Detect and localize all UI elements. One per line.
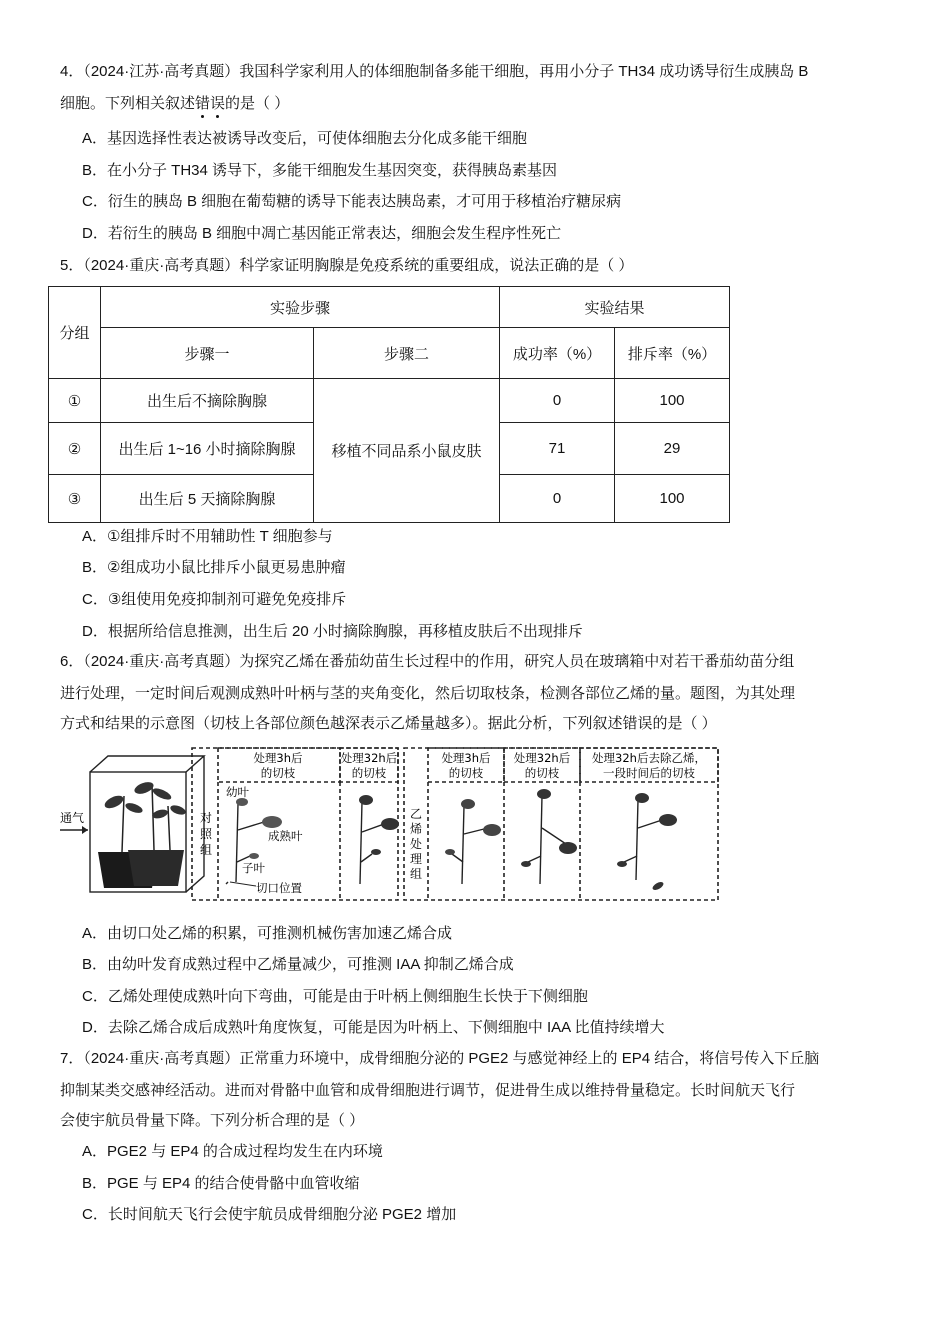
- row-group: ①: [49, 379, 101, 423]
- ethylene-header-3-line2: 一段时间后的切枝: [603, 766, 695, 780]
- q4-stem-pre: 细胞。下列相关叙述: [60, 95, 196, 112]
- control-header-1-line1: 处理3h后: [253, 751, 303, 765]
- label-mature-leaf: 成熟叶: [268, 829, 303, 843]
- header-success: 成功率（%）: [500, 328, 615, 379]
- q5-stem: 5．（2024·重庆·高考真题）科学家证明胸腺是免疫系统的重要组成，说法正确的是（ ）: [60, 257, 634, 274]
- control-label-char: 照: [199, 827, 213, 841]
- row-group: ②: [49, 423, 101, 475]
- row-step2-merged: 移植不同品系小鼠皮肤: [314, 379, 500, 523]
- pot: [128, 850, 184, 886]
- header-step2: 步骤二: [314, 328, 500, 379]
- ethylene-header-2-line1: 处理32h后: [513, 751, 571, 765]
- ethylene-label-char: 组: [409, 867, 423, 881]
- row-success: 0: [500, 475, 615, 523]
- row-reject: 100: [615, 379, 730, 423]
- q5-option-c: C．③组使用免疫抑制剂可避免免疫排斥: [82, 591, 347, 608]
- label-cotyledon: 子叶: [242, 861, 265, 875]
- header-group: 分组: [49, 287, 101, 379]
- control-header-1-line2: 的切枝: [260, 766, 296, 780]
- control-header-2-line1: 处理32h后: [340, 751, 398, 765]
- q7-stem-line1: 7．（2024·重庆·高考真题）正常重力环境中，成骨细胞分泌的 PGE2 与感觉神经上的 EP4 结合，将信号传入下丘脑: [60, 1050, 820, 1067]
- ethylene-header-3-line1: 处理32h后去除乙烯，: [592, 751, 706, 765]
- q5-option-b: B．②组成功小鼠比排斥小鼠更易患肿瘤: [82, 559, 346, 576]
- ethylene-cutting-removed: [624, 800, 662, 880]
- q6-option-a: A．由切口处乙烯的积累，可推测机械伤害加速乙烯合成: [82, 925, 453, 942]
- ethylene-label-char: 理: [409, 852, 423, 866]
- ethylene-header-1-line2: 的切枝: [448, 766, 484, 780]
- table-subheader-row: [49, 328, 730, 379]
- row-step1: 出生后不摘除胸腺: [101, 379, 314, 423]
- header-reject: 排斥率（%）: [615, 328, 730, 379]
- ethylene-cutting-3h-leaves: [445, 799, 501, 855]
- row-group: ③: [49, 475, 101, 523]
- q6-stem-line1: 6．（2024·重庆·高考真题）为探究乙烯在番茄幼苗生长过程中的作用，研究人员在玻璃箱中对若干番茄幼苗分组: [60, 653, 795, 670]
- table-header-row: [49, 287, 730, 328]
- cut-pointer-line: [230, 882, 256, 886]
- q6-stem-line2: 进行处理，一定时间后观测成熟叶叶柄与茎的夹角变化，然后切取枝条，检测各部位乙烯的量。题图，为其处理: [60, 685, 796, 702]
- q6-option-b: B．由幼叶发育成熟过程中乙烯量减少，可推测 IAA 抑制乙烯合成: [82, 956, 514, 973]
- row-reject: 100: [615, 475, 730, 523]
- q7-option-a: A．PGE2 与 EP4 的合成过程均发生在内环境: [82, 1143, 383, 1160]
- q4-option-d: D．若衍生的胰岛 B 细胞中凋亡基因能正常表达，细胞会发生程序性死亡: [82, 225, 562, 242]
- ethylene-header-1-line1: 处理3h后: [441, 751, 491, 765]
- ethylene-cutting-32h: [528, 796, 566, 884]
- q4-stem-line2: [60, 94, 289, 114]
- q7-stem-line3: 会使宇航员骨量下降。下列分析合理的是（ ）: [60, 1112, 365, 1129]
- q4-stem-post: 的是（ ）: [225, 95, 290, 112]
- label-young-leaf: 幼叶: [226, 785, 249, 799]
- q4-emphasis-char: 错: [195, 95, 211, 112]
- q6-option-c: C．乙烯处理使成熟叶向下弯曲，可能是由于叶柄上侧细胞生长快于下侧细胞: [82, 988, 588, 1005]
- ethylene-label-char: 烯: [409, 822, 423, 836]
- header-results: 实验结果: [500, 287, 730, 328]
- control-label-char: 对: [199, 811, 213, 825]
- q7-option-b: B．PGE 与 EP4 的结合使骨骼中血管收缩: [82, 1175, 360, 1192]
- q4-option-a: A．基因选择性表达被诱导改变后，可使体细胞去分化成多能干细胞: [82, 130, 528, 147]
- control-label-char: 组: [199, 843, 213, 857]
- q7-stem-line2: 抑制某类交感神经活动。进而对骨骼中血管和成骨细胞进行调节，促进骨生成以维持骨量稳定。长时间航天飞行: [60, 1082, 796, 1099]
- header-steps: 实验步骤: [101, 287, 500, 328]
- q4-stem-line1: 4．（2024·江苏·高考真题）我国科学家利用人的体细胞制备多能干细胞，再用小分子 TH34 成功诱导衍生成胰岛 B: [60, 63, 809, 80]
- control-cutting-32h: [360, 802, 384, 884]
- seedling-leaves: [103, 780, 187, 820]
- control-cutting-32h-leaves: [359, 795, 399, 855]
- q6-stem-line3: 方式和结果的示意图（切枝上各部位颜色越深表示乙烯量越多）。据此分析，下列叙述错误的是（ ）: [60, 715, 717, 732]
- row-reject: 29: [615, 423, 730, 475]
- q6-option-d: D．去除乙烯合成后成熟叶角度恢复，可能是因为叶柄上、下侧细胞中 IAA 比值持续增大: [82, 1019, 665, 1036]
- q4-option-c: C．衍生的胰岛 B 细胞在葡萄糖的诱导下能表达胰岛素，才可用于移植治疗糖尿病: [82, 193, 622, 210]
- label-cut-position: 切口位置: [256, 881, 302, 895]
- row-success: 0: [500, 379, 615, 423]
- q5-option-d: D．根据所给信息推测，出生后 20 小时摘除胸腺，再移植皮肤后不出现排斥: [82, 623, 583, 640]
- ethylene-cutting-removed-leaves: [617, 793, 677, 892]
- inlet-arrowhead: [82, 826, 88, 834]
- inlet-label: 通气: [60, 811, 85, 825]
- ethylene-header-2-line2: 的切枝: [524, 766, 560, 780]
- header-step1: 步骤一: [101, 328, 314, 379]
- table-row: [49, 379, 730, 423]
- row-step1: 出生后 5 天摘除胸腺: [101, 475, 314, 523]
- q4-emphasis-char: 误: [210, 95, 226, 112]
- row-success: 71: [500, 423, 615, 475]
- q4-option-b: B．在小分子 TH34 诱导下，多能干细胞发生基因突变，获得胰岛素基因: [82, 162, 558, 179]
- ethylene-experiment-figure: [58, 744, 738, 906]
- q5-option-a: A．①组排斥时不用辅助性 T 细胞参与: [82, 528, 333, 545]
- ethylene-label-char: 处: [409, 837, 423, 851]
- q7-option-c: C．长时间航天飞行会使宇航员成骨细胞分泌 PGE2 增加: [82, 1206, 457, 1223]
- row-step1: 出生后 1~16 小时摘除胸腺: [101, 423, 314, 475]
- ethylene-cutting-3h: [452, 806, 488, 884]
- experiment-table: [48, 286, 730, 523]
- ethylene-label-char: 乙: [409, 807, 423, 821]
- ethylene-cutting-32h-leaves: [521, 789, 577, 867]
- control-header-2-line2: 的切枝: [351, 766, 387, 780]
